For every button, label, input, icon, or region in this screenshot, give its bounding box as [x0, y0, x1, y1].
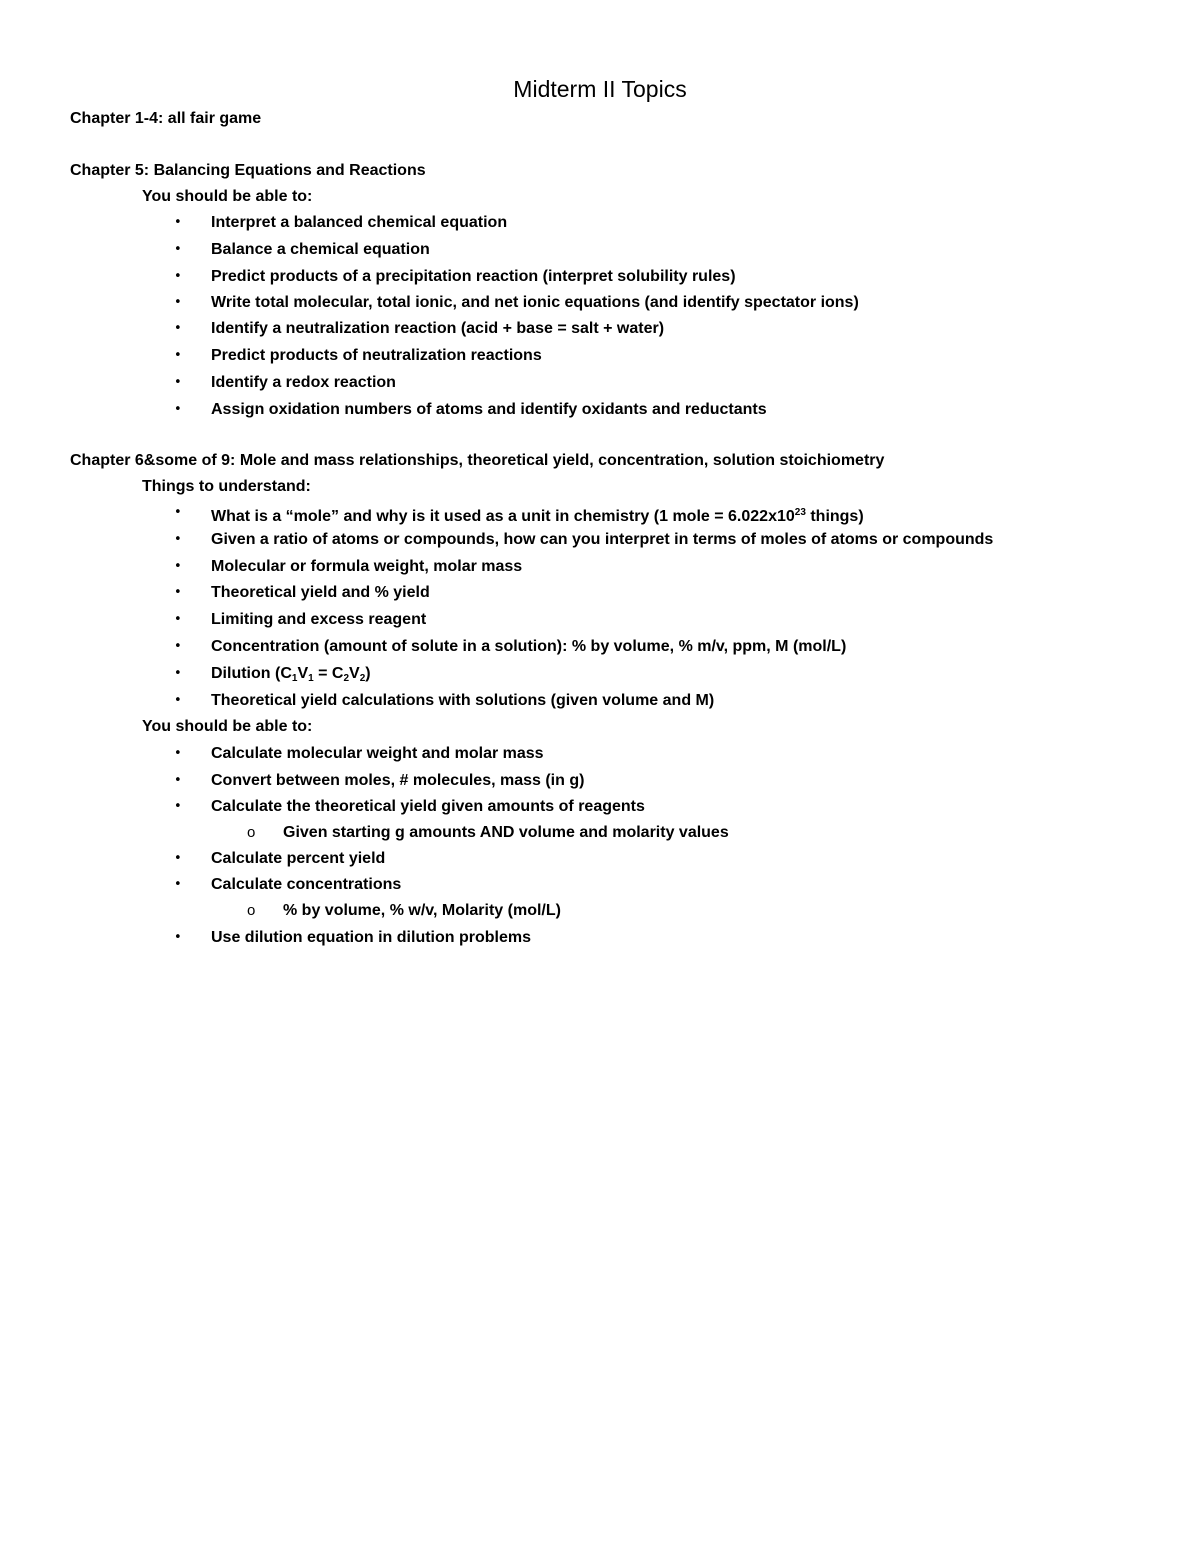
subscript: 1: [291, 673, 298, 684]
chapter-5-intro: You should be able to:: [142, 188, 313, 205]
list-item: Identify a neutralization reaction (acid + base = salt + water): [211, 320, 665, 337]
chapter-6-9-able-intro: You should be able to:: [142, 718, 313, 735]
dilution-text: V: [349, 665, 360, 682]
list-item: Limiting and excess reagent: [211, 611, 427, 628]
chapter-6-9-heading: Chapter 6&some of 9: Mole and mass relationships, theoretical yield, concentration, solution stoichiometry: [70, 452, 885, 469]
bullet-icon: •: [174, 375, 182, 390]
sub-bullet-icon: o: [247, 824, 256, 841]
sub-list-item: % by volume, % w/v, Molarity (mol/L): [283, 902, 561, 919]
dilution-text: = C: [313, 665, 344, 682]
bullet-icon: •: [174, 746, 182, 761]
list-item: Theoretical yield and % yield: [211, 584, 430, 601]
bullet-icon: •: [174, 799, 182, 814]
list-item: Calculate the theoretical yield given amounts of reagents: [211, 798, 645, 815]
bullet-icon: •: [174, 559, 182, 574]
mole-text: What is a “mole” and why is it used as a unit in chemistry (1 mole = 6.022x10: [211, 508, 795, 525]
mole-text-end: things): [805, 508, 864, 525]
list-item: Theoretical yield calculations with solutions (given volume and M): [211, 692, 715, 709]
sub-list-item: Given starting g amounts AND volume and molarity values: [283, 824, 729, 841]
list-item: Write total molecular, total ionic, and net ionic equations (and identify spectator ions): [211, 294, 859, 311]
sub-bullet-icon: o: [247, 902, 256, 919]
bullet-icon: •: [174, 666, 182, 681]
dilution-text: ): [365, 665, 371, 682]
bullet-icon: •: [174, 295, 182, 310]
list-item: Given a ratio of atoms or compounds, how can you interpret in terms of moles of atoms or compounds: [211, 531, 994, 548]
list-item: Calculate concentrations: [211, 876, 402, 893]
bullet-icon: •: [174, 773, 182, 788]
list-item: Concentration (amount of solute in a solution): % by volume, % m/v, ppm, M (mol/L): [211, 638, 847, 655]
subscript: 2: [343, 673, 350, 684]
bullet-icon: •: [174, 321, 182, 336]
chapter-6-9-understand-intro: Things to understand:: [142, 478, 311, 495]
bullet-icon: •: [174, 877, 182, 892]
page-title: Midterm II Topics: [513, 76, 687, 102]
list-item: Assign oxidation numbers of atoms and identify oxidants and reductants: [211, 401, 767, 418]
list-item: Convert between moles, # molecules, mass (in g): [211, 772, 585, 789]
bullet-icon: •: [174, 532, 182, 547]
bullet-icon: •: [174, 402, 182, 417]
bullet-icon: •: [174, 269, 182, 284]
mole-exponent: 23: [794, 507, 806, 518]
list-item: Interpret a balanced chemical equation: [211, 214, 508, 231]
bullet-icon: •: [174, 612, 182, 627]
bullet-icon: •: [174, 585, 182, 600]
list-item-mole: [211, 502, 864, 528]
subscript: 1: [308, 673, 314, 684]
list-item: Predict products of a precipitation reaction (interpret solubility rules): [211, 268, 736, 285]
list-item: Predict products of neutralization reactions: [211, 347, 542, 364]
list-item: Calculate percent yield: [211, 850, 386, 867]
bullet-icon: •: [174, 693, 182, 708]
list-item-dilution: [211, 663, 371, 690]
subscript: 2: [359, 673, 366, 684]
bullet-icon: •: [174, 505, 182, 520]
list-item: Molecular or formula weight, molar mass: [211, 558, 523, 575]
chapter-1-4-heading: Chapter 1-4: all fair game: [70, 110, 262, 127]
bullet-icon: •: [174, 215, 182, 230]
bullet-icon: •: [174, 348, 182, 363]
dilution-text: Dilution (C: [211, 665, 292, 682]
list-item: Balance a chemical equation: [211, 241, 430, 258]
bullet-icon: •: [174, 851, 182, 866]
bullet-icon: •: [174, 930, 182, 945]
list-item: Use dilution equation in dilution problems: [211, 929, 531, 946]
bullet-icon: •: [174, 242, 182, 257]
list-item: Identify a redox reaction: [211, 374, 396, 391]
chapter-5-heading: Chapter 5: Balancing Equations and Reactions: [70, 162, 426, 179]
list-item: Calculate molecular weight and molar mass: [211, 745, 544, 762]
dilution-text: V: [297, 665, 309, 682]
bullet-icon: •: [174, 639, 182, 654]
